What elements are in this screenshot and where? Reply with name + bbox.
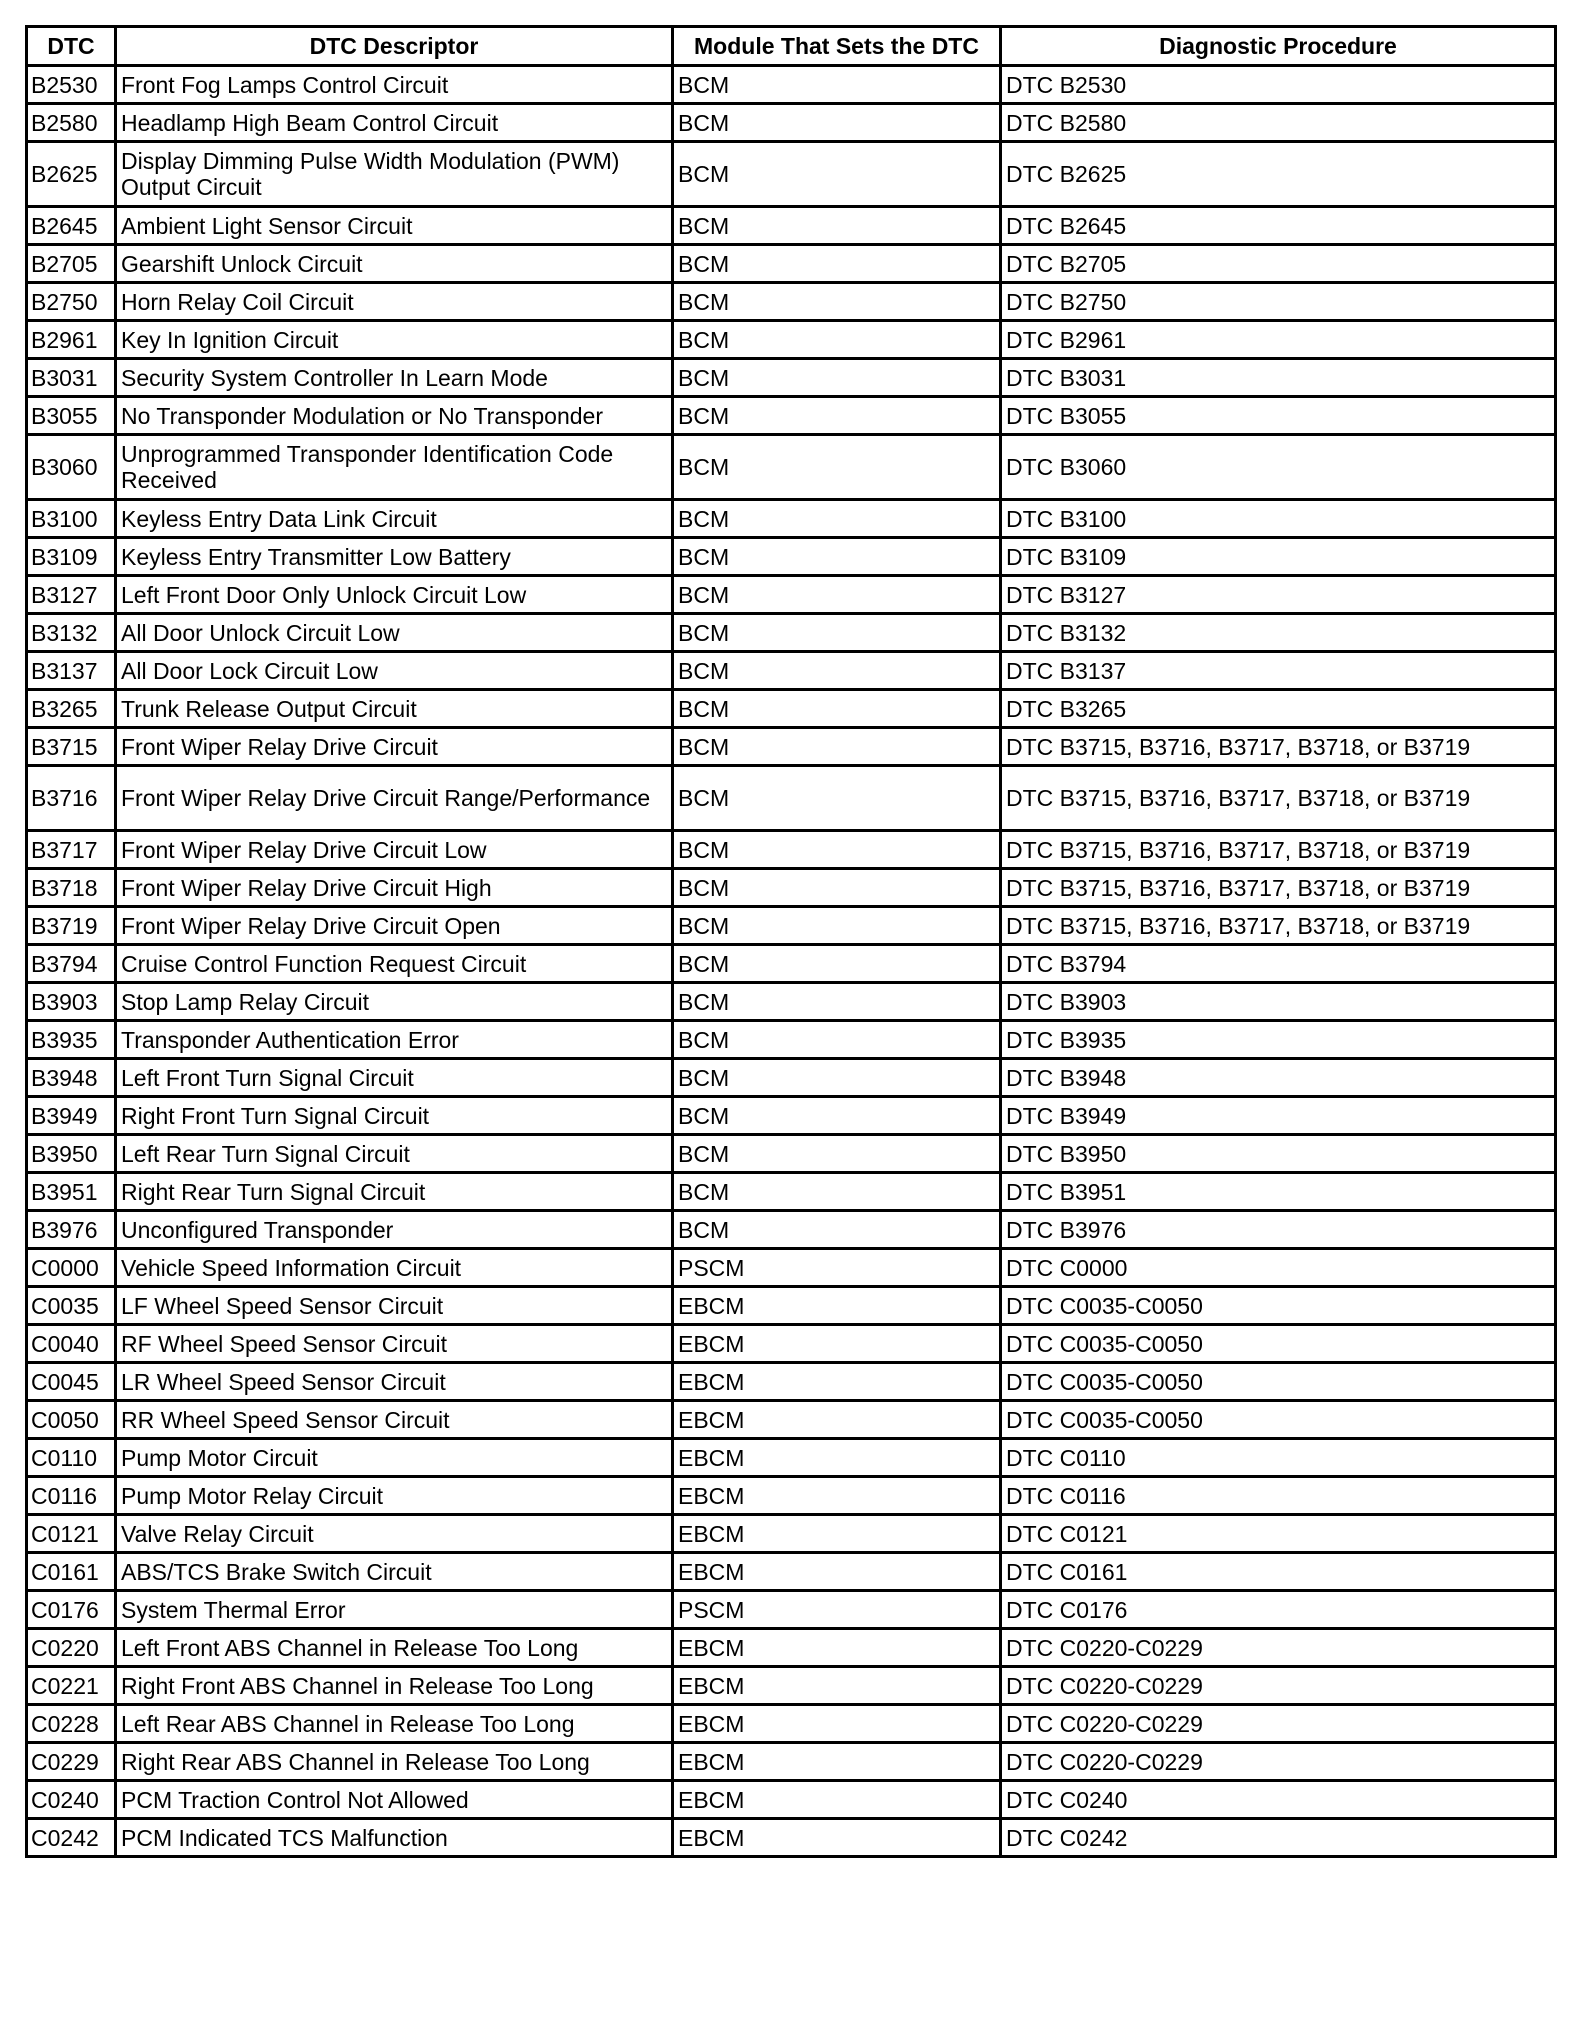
module-cell: BCM xyxy=(673,1059,1001,1097)
dtc-descriptor-cell: Ambient Light Sensor Circuit xyxy=(116,207,673,245)
table-row xyxy=(27,1667,1556,1705)
dtc-descriptor-cell: Right Rear Turn Signal Circuit xyxy=(116,1173,673,1211)
table-row xyxy=(27,983,1556,1021)
dtc-code-cell: B2580 xyxy=(27,104,116,142)
module-cell: BCM xyxy=(673,397,1001,435)
dtc-descriptor-cell: Left Front Door Only Unlock Circuit Low xyxy=(116,576,673,614)
dtc-code-cell: C0035 xyxy=(27,1287,116,1325)
module-cell: BCM xyxy=(673,500,1001,538)
module-cell: BCM xyxy=(673,831,1001,869)
dtc-descriptor-cell: RR Wheel Speed Sensor Circuit xyxy=(116,1401,673,1439)
procedure-cell: DTC B3715, B3716, B3717, B3718, or B3719 xyxy=(1001,766,1556,831)
module-cell: BCM xyxy=(673,869,1001,907)
procedure-cell: DTC C0035-C0050 xyxy=(1001,1363,1556,1401)
procedure-cell: DTC C0220-C0229 xyxy=(1001,1667,1556,1705)
module-cell: EBCM xyxy=(673,1705,1001,1743)
dtc-code-cell: B3265 xyxy=(27,690,116,728)
dtc-descriptor-cell: Front Wiper Relay Drive Circuit xyxy=(116,728,673,766)
dtc-descriptor-cell: Security System Controller In Learn Mode xyxy=(116,359,673,397)
dtc-code-cell: B3719 xyxy=(27,907,116,945)
module-cell: BCM xyxy=(673,614,1001,652)
dtc-descriptor-cell: Stop Lamp Relay Circuit xyxy=(116,983,673,1021)
dtc-code-cell: C0221 xyxy=(27,1667,116,1705)
table-row xyxy=(27,207,1556,245)
procedure-cell: DTC C0220-C0229 xyxy=(1001,1705,1556,1743)
dtc-code-cell: C0220 xyxy=(27,1629,116,1667)
dtc-code-cell: B3949 xyxy=(27,1097,116,1135)
table-row xyxy=(27,1211,1556,1249)
procedure-cell: DTC B3951 xyxy=(1001,1173,1556,1211)
module-cell: BCM xyxy=(673,1173,1001,1211)
dtc-descriptor-cell: System Thermal Error xyxy=(116,1591,673,1629)
dtc-descriptor-cell: Unprogrammed Transponder Identification Code Received xyxy=(116,435,673,500)
dtc-code-cell: B2750 xyxy=(27,283,116,321)
table-row xyxy=(27,1743,1556,1781)
procedure-cell: DTC C0240 xyxy=(1001,1781,1556,1819)
table-row xyxy=(27,66,1556,104)
module-cell: EBCM xyxy=(673,1743,1001,1781)
dtc-descriptor-cell: Cruise Control Function Request Circuit xyxy=(116,945,673,983)
dtc-descriptor-cell: PCM Indicated TCS Malfunction xyxy=(116,1819,673,1857)
table-row xyxy=(27,690,1556,728)
module-cell: EBCM xyxy=(673,1401,1001,1439)
dtc-descriptor-cell: Display Dimming Pulse Width Modulation (PWM) Output Circuit xyxy=(116,142,673,207)
module-cell: EBCM xyxy=(673,1439,1001,1477)
procedure-cell: DTC B2625 xyxy=(1001,142,1556,207)
dtc-code-cell: B2645 xyxy=(27,207,116,245)
dtc-descriptor-cell: Headlamp High Beam Control Circuit xyxy=(116,104,673,142)
table-row xyxy=(27,907,1556,945)
procedure-cell: DTC C0220-C0229 xyxy=(1001,1629,1556,1667)
module-cell: BCM xyxy=(673,652,1001,690)
table-row xyxy=(27,1439,1556,1477)
dtc-descriptor-cell: Pump Motor Relay Circuit xyxy=(116,1477,673,1515)
table-row xyxy=(27,614,1556,652)
procedure-cell: DTC B3265 xyxy=(1001,690,1556,728)
dtc-descriptor-cell: Valve Relay Circuit xyxy=(116,1515,673,1553)
dtc-code-cell: C0228 xyxy=(27,1705,116,1743)
dtc-code-cell: C0240 xyxy=(27,1781,116,1819)
dtc-code-cell: B3976 xyxy=(27,1211,116,1249)
dtc-code-cell: B3109 xyxy=(27,538,116,576)
procedure-cell: DTC B3950 xyxy=(1001,1135,1556,1173)
module-cell: BCM xyxy=(673,907,1001,945)
procedure-cell: DTC B3127 xyxy=(1001,576,1556,614)
dtc-code-cell: C0116 xyxy=(27,1477,116,1515)
dtc-code-cell: B3717 xyxy=(27,831,116,869)
module-cell: BCM xyxy=(673,142,1001,207)
dtc-code-cell: B3718 xyxy=(27,869,116,907)
table-row xyxy=(27,1401,1556,1439)
dtc-descriptor-cell: RF Wheel Speed Sensor Circuit xyxy=(116,1325,673,1363)
dtc-code-cell: B3127 xyxy=(27,576,116,614)
dtc-descriptor-cell: Vehicle Speed Information Circuit xyxy=(116,1249,673,1287)
dtc-descriptor-cell: Front Wiper Relay Drive Circuit Open xyxy=(116,907,673,945)
table-row xyxy=(27,766,1556,831)
dtc-descriptor-cell: Keyless Entry Data Link Circuit xyxy=(116,500,673,538)
dtc-descriptor-cell: Horn Relay Coil Circuit xyxy=(116,283,673,321)
table-row xyxy=(27,831,1556,869)
module-cell: EBCM xyxy=(673,1363,1001,1401)
table-row xyxy=(27,1135,1556,1173)
table-row xyxy=(27,576,1556,614)
procedure-cell: DTC B3031 xyxy=(1001,359,1556,397)
table-row xyxy=(27,869,1556,907)
module-cell: BCM xyxy=(673,359,1001,397)
procedure-cell: DTC C0116 xyxy=(1001,1477,1556,1515)
table-row xyxy=(27,1249,1556,1287)
procedure-cell: DTC B2961 xyxy=(1001,321,1556,359)
module-cell: PSCM xyxy=(673,1591,1001,1629)
dtc-code-cell: B2705 xyxy=(27,245,116,283)
procedure-cell: DTC B3715, B3716, B3717, B3718, or B3719 xyxy=(1001,831,1556,869)
table-row xyxy=(27,1287,1556,1325)
dtc-code-cell: C0229 xyxy=(27,1743,116,1781)
dtc-descriptor-cell: Front Wiper Relay Drive Circuit Range/Performance xyxy=(116,766,673,831)
dtc-code-cell: B3948 xyxy=(27,1059,116,1097)
table-body xyxy=(27,66,1556,1857)
dtc-code-cell: B3716 xyxy=(27,766,116,831)
dtc-code-cell: B3903 xyxy=(27,983,116,1021)
procedure-cell: DTC B3794 xyxy=(1001,945,1556,983)
table-row xyxy=(27,1097,1556,1135)
procedure-cell: DTC C0000 xyxy=(1001,1249,1556,1287)
module-cell: BCM xyxy=(673,321,1001,359)
procedure-cell: DTC B3948 xyxy=(1001,1059,1556,1097)
module-cell: BCM xyxy=(673,104,1001,142)
table-row xyxy=(27,652,1556,690)
dtc-code-cell: C0161 xyxy=(27,1553,116,1591)
dtc-code-cell: B2961 xyxy=(27,321,116,359)
procedure-cell: DTC C0035-C0050 xyxy=(1001,1287,1556,1325)
dtc-code-cell: C0045 xyxy=(27,1363,116,1401)
table-row xyxy=(27,1515,1556,1553)
dtc-descriptor-cell: PCM Traction Control Not Allowed xyxy=(116,1781,673,1819)
dtc-code-cell: C0040 xyxy=(27,1325,116,1363)
dtc-descriptor-cell: Left Front Turn Signal Circuit xyxy=(116,1059,673,1097)
module-cell: BCM xyxy=(673,283,1001,321)
table-row xyxy=(27,359,1556,397)
dtc-descriptor-cell: Keyless Entry Transmitter Low Battery xyxy=(116,538,673,576)
procedure-cell: DTC C0110 xyxy=(1001,1439,1556,1477)
dtc-code-cell: C0050 xyxy=(27,1401,116,1439)
dtc-code-cell: C0121 xyxy=(27,1515,116,1553)
dtc-descriptor-cell: Left Front ABS Channel in Release Too Long xyxy=(116,1629,673,1667)
table-row xyxy=(27,1363,1556,1401)
dtc-descriptor-cell: LF Wheel Speed Sensor Circuit xyxy=(116,1287,673,1325)
dtc-code-cell: B3031 xyxy=(27,359,116,397)
dtc-descriptor-cell: No Transponder Modulation or No Transponder xyxy=(116,397,673,435)
dtc-descriptor-cell: LR Wheel Speed Sensor Circuit xyxy=(116,1363,673,1401)
procedure-cell: DTC B3137 xyxy=(1001,652,1556,690)
module-cell: BCM xyxy=(673,1021,1001,1059)
procedure-cell: DTC B2645 xyxy=(1001,207,1556,245)
procedure-cell: DTC C0161 xyxy=(1001,1553,1556,1591)
module-cell: BCM xyxy=(673,1097,1001,1135)
module-cell: EBCM xyxy=(673,1325,1001,1363)
dtc-code-cell: B3055 xyxy=(27,397,116,435)
procedure-cell: DTC C0176 xyxy=(1001,1591,1556,1629)
dtc-descriptor-cell: Left Rear ABS Channel in Release Too Long xyxy=(116,1705,673,1743)
module-cell: EBCM xyxy=(673,1667,1001,1705)
dtc-code-cell: B2625 xyxy=(27,142,116,207)
module-cell: EBCM xyxy=(673,1515,1001,1553)
table-row xyxy=(27,500,1556,538)
dtc-descriptor-cell: Trunk Release Output Circuit xyxy=(116,690,673,728)
procedure-cell: DTC C0220-C0229 xyxy=(1001,1743,1556,1781)
dtc-descriptor-cell: Right Front ABS Channel in Release Too Long xyxy=(116,1667,673,1705)
module-cell: PSCM xyxy=(673,1249,1001,1287)
dtc-code-cell: B3950 xyxy=(27,1135,116,1173)
table-row xyxy=(27,397,1556,435)
dtc-code-cell: B3951 xyxy=(27,1173,116,1211)
dtc-descriptor-cell: ABS/TCS Brake Switch Circuit xyxy=(116,1553,673,1591)
procedure-cell: DTC B3109 xyxy=(1001,538,1556,576)
dtc-code-cell: B3137 xyxy=(27,652,116,690)
dtc-code-cell: C0110 xyxy=(27,1439,116,1477)
procedure-cell: DTC B3060 xyxy=(1001,435,1556,500)
module-cell: EBCM xyxy=(673,1477,1001,1515)
procedure-cell: DTC B2750 xyxy=(1001,283,1556,321)
procedure-cell: DTC B3935 xyxy=(1001,1021,1556,1059)
module-cell: EBCM xyxy=(673,1781,1001,1819)
procedure-cell: DTC C0242 xyxy=(1001,1819,1556,1857)
table-header-row xyxy=(27,27,1556,66)
dtc-descriptor-cell: Right Front Turn Signal Circuit xyxy=(116,1097,673,1135)
dtc-code-cell: B3060 xyxy=(27,435,116,500)
dtc-table xyxy=(25,25,1557,1858)
module-cell: BCM xyxy=(673,945,1001,983)
dtc-code-cell: B3935 xyxy=(27,1021,116,1059)
module-cell: BCM xyxy=(673,690,1001,728)
table-row xyxy=(27,1781,1556,1819)
table-row xyxy=(27,435,1556,500)
procedure-cell: DTC B2530 xyxy=(1001,66,1556,104)
module-cell: BCM xyxy=(673,435,1001,500)
dtc-descriptor-cell: Front Wiper Relay Drive Circuit Low xyxy=(116,831,673,869)
table-row xyxy=(27,1553,1556,1591)
table-row xyxy=(27,1173,1556,1211)
procedure-cell: DTC B3903 xyxy=(1001,983,1556,1021)
table-row xyxy=(27,1629,1556,1667)
dtc-descriptor-cell: Gearshift Unlock Circuit xyxy=(116,245,673,283)
procedure-cell: DTC B3132 xyxy=(1001,614,1556,652)
table-row xyxy=(27,1059,1556,1097)
procedure-cell: DTC B3100 xyxy=(1001,500,1556,538)
table-row xyxy=(27,1325,1556,1363)
module-cell: BCM xyxy=(673,1135,1001,1173)
module-cell: BCM xyxy=(673,576,1001,614)
procedure-cell: DTC B3715, B3716, B3717, B3718, or B3719 xyxy=(1001,728,1556,766)
table-row xyxy=(27,1477,1556,1515)
procedure-cell: DTC C0035-C0050 xyxy=(1001,1325,1556,1363)
header-dtc: DTC xyxy=(27,27,116,66)
procedure-cell: DTC B3715, B3716, B3717, B3718, or B3719 xyxy=(1001,907,1556,945)
procedure-cell: DTC B2705 xyxy=(1001,245,1556,283)
module-cell: BCM xyxy=(673,766,1001,831)
dtc-code-cell: C0242 xyxy=(27,1819,116,1857)
dtc-descriptor-cell: Unconfigured Transponder xyxy=(116,1211,673,1249)
procedure-cell: DTC B3715, B3716, B3717, B3718, or B3719 xyxy=(1001,869,1556,907)
module-cell: BCM xyxy=(673,245,1001,283)
module-cell: BCM xyxy=(673,207,1001,245)
dtc-descriptor-cell: All Door Unlock Circuit Low xyxy=(116,614,673,652)
table-row xyxy=(27,728,1556,766)
dtc-descriptor-cell: Pump Motor Circuit xyxy=(116,1439,673,1477)
table-row xyxy=(27,1705,1556,1743)
table-row xyxy=(27,1819,1556,1857)
module-cell: EBCM xyxy=(673,1287,1001,1325)
module-cell: BCM xyxy=(673,66,1001,104)
module-cell: EBCM xyxy=(673,1819,1001,1857)
module-cell: BCM xyxy=(673,983,1001,1021)
dtc-code-cell: B3100 xyxy=(27,500,116,538)
dtc-code-cell: B3715 xyxy=(27,728,116,766)
table-row xyxy=(27,945,1556,983)
table-row xyxy=(27,321,1556,359)
table-row xyxy=(27,1591,1556,1629)
dtc-descriptor-cell: Right Rear ABS Channel in Release Too Long xyxy=(116,1743,673,1781)
module-cell: BCM xyxy=(673,538,1001,576)
table-row xyxy=(27,283,1556,321)
table-row xyxy=(27,245,1556,283)
dtc-descriptor-cell: Front Wiper Relay Drive Circuit High xyxy=(116,869,673,907)
module-cell: BCM xyxy=(673,1211,1001,1249)
module-cell: EBCM xyxy=(673,1629,1001,1667)
dtc-descriptor-cell: Front Fog Lamps Control Circuit xyxy=(116,66,673,104)
dtc-code-cell: B3794 xyxy=(27,945,116,983)
header-descriptor: DTC Descriptor xyxy=(116,27,673,66)
table-row xyxy=(27,104,1556,142)
dtc-descriptor-cell: All Door Lock Circuit Low xyxy=(116,652,673,690)
procedure-cell: DTC B3055 xyxy=(1001,397,1556,435)
dtc-descriptor-cell: Key In Ignition Circuit xyxy=(116,321,673,359)
procedure-cell: DTC B2580 xyxy=(1001,104,1556,142)
table-row xyxy=(27,1021,1556,1059)
module-cell: BCM xyxy=(673,728,1001,766)
table-row xyxy=(27,538,1556,576)
dtc-code-cell: B3132 xyxy=(27,614,116,652)
procedure-cell: DTC C0121 xyxy=(1001,1515,1556,1553)
module-cell: EBCM xyxy=(673,1553,1001,1591)
dtc-code-cell: C0176 xyxy=(27,1591,116,1629)
procedure-cell: DTC B3949 xyxy=(1001,1097,1556,1135)
header-module: Module That Sets the DTC xyxy=(673,27,1001,66)
dtc-code-cell: C0000 xyxy=(27,1249,116,1287)
procedure-cell: DTC B3976 xyxy=(1001,1211,1556,1249)
dtc-descriptor-cell: Left Rear Turn Signal Circuit xyxy=(116,1135,673,1173)
dtc-descriptor-cell: Transponder Authentication Error xyxy=(116,1021,673,1059)
procedure-cell: DTC C0035-C0050 xyxy=(1001,1401,1556,1439)
table-row xyxy=(27,142,1556,207)
header-procedure: Diagnostic Procedure xyxy=(1001,27,1556,66)
dtc-code-cell: B2530 xyxy=(27,66,116,104)
